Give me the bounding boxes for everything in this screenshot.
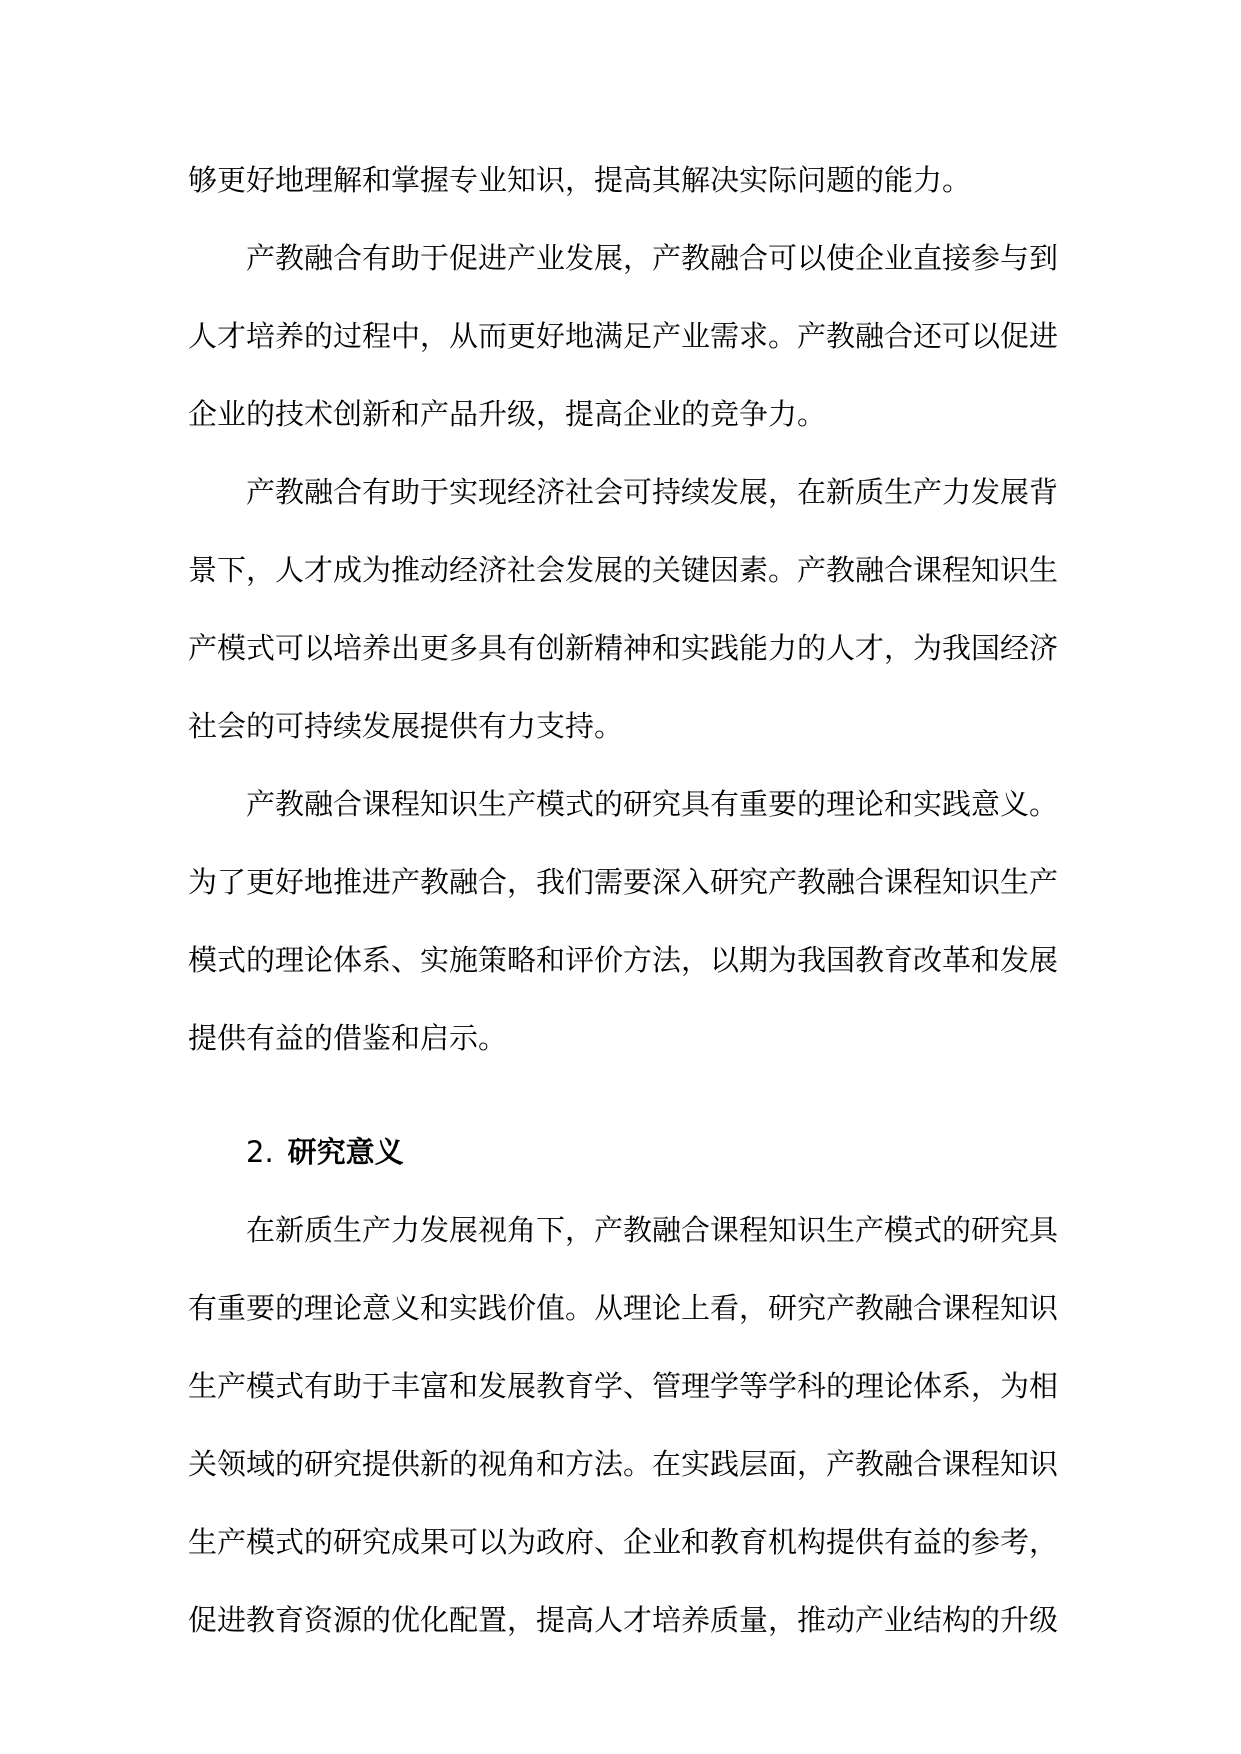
- text-line: 产教融合有助于促进产业发展，产教融合可以使企业直接参与到: [246, 241, 1059, 275]
- text-line: 产教融合课程知识生产模式的研究具有重要的理论和实践意义。: [246, 787, 1059, 821]
- document-page: [188, 141, 1059, 1659]
- paragraph: [188, 1191, 1059, 1659]
- paragraph: [188, 765, 1059, 1077]
- text-line: 关领域的研究提供新的视角和方法。在实践层面，产教融合课程知识: [188, 1447, 1059, 1481]
- text-line: 促进教育资源的优化配置，提高人才培养质量，推动产业结构的升级: [188, 1603, 1059, 1637]
- text-line: 模式的理论体系、实施策略和评价方法，以期为我国教育改革和发展: [188, 943, 1059, 977]
- paragraph: [188, 453, 1059, 765]
- section-spacer: [188, 1077, 1054, 1113]
- section-heading: [188, 1113, 1054, 1191]
- text-line: 生产模式有助于丰富和发展教育学、管理学等学科的理论体系，为相: [188, 1369, 1059, 1403]
- section-number: 2.: [246, 1135, 274, 1169]
- text-line: 产教融合有助于实现经济社会可持续发展，在新质生产力发展背: [246, 475, 1059, 509]
- text-line: 提供有益的借鉴和启示。: [188, 1021, 508, 1055]
- paragraph: [188, 219, 1059, 453]
- section-title: 研究意义: [287, 1135, 404, 1169]
- text-line: 够更好地理解和掌握专业知识，提高其解决实际问题的能力。: [188, 163, 972, 197]
- text-line: 生产模式的研究成果可以为政府、企业和教育机构提供有益的参考，: [188, 1525, 1059, 1559]
- text-line: 产模式可以培养出更多具有创新精神和实践能力的人才，为我国经济: [188, 631, 1059, 665]
- text-line: 为了更好地推进产教融合，我们需要深入研究产教融合课程知识生产: [188, 865, 1059, 899]
- text-line: 企业的技术创新和产品升级，提高企业的竞争力。: [188, 397, 827, 431]
- paragraph: [188, 141, 1054, 219]
- text-line: 景下，人才成为推动经济社会发展的关键因素。产教融合课程知识生: [188, 553, 1059, 587]
- text-line: 社会的可持续发展提供有力支持。: [188, 709, 624, 743]
- text-line: 有重要的理论意义和实践价值。从理论上看，研究产教融合课程知识: [188, 1291, 1059, 1325]
- text-line: 人才培养的过程中，从而更好地满足产业需求。产教融合还可以促进: [188, 319, 1059, 353]
- text-line: 在新质生产力发展视角下，产教融合课程知识生产模式的研究具: [246, 1213, 1059, 1247]
